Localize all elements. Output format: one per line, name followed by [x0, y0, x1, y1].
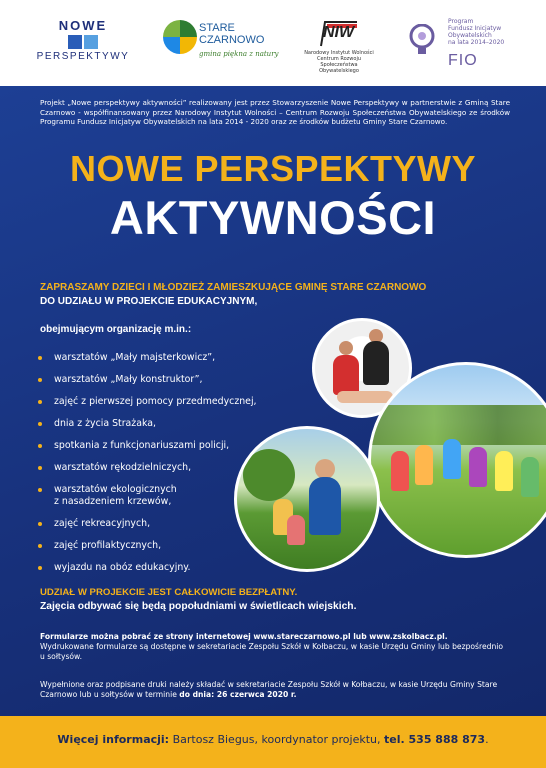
activity-item: warsztatów rękodzielniczych, [36, 462, 296, 474]
delivery-text: Wypełnione oraz podpisane druki należy składać w sekretariacie Zespołu Szkół w Kołbaczu, w kasie Urzędu Gminy Stare Czarnowo lub u sołtysów w terminie [40, 680, 498, 699]
gardening-photo [234, 426, 380, 572]
running-children-photo [368, 362, 546, 558]
logo-niw-mark: NIW [323, 24, 355, 41]
delivery-info [40, 680, 510, 700]
logo-fio-line4: na lata 2014–2020 [448, 39, 505, 46]
contact-footer [0, 716, 546, 768]
title-line1: NOWE PERSPEKTYWY [69, 148, 477, 189]
logo-fio-mark: FIO [448, 52, 478, 69]
contact-role: , koordynator projektu, [254, 733, 385, 746]
logo-nowe-line2: PERSPEKTYWY [36, 51, 130, 62]
logo-fio [408, 18, 528, 76]
title-line2: AKTYWNOŚCI [109, 191, 437, 244]
logo-fio-text [448, 18, 504, 46]
forms-text-3: . [444, 632, 448, 641]
logo-fio-line2: Fundusz Inicjatyw [448, 25, 502, 32]
contact-label: Więcej informacji: [57, 733, 170, 746]
contact-phone[interactable]: tel. 535 888 873 [384, 733, 486, 746]
activity-item: zajęć profilaktycznych, [36, 540, 296, 552]
logo-stare-text [199, 22, 264, 46]
forms-text-2: lub [350, 632, 370, 641]
activities-lead: obejmującym organizację m.in.: [40, 324, 192, 335]
delivery-deadline: do dnia: 26 czerwca 2020 r. [179, 690, 297, 699]
activity-item: zajęć z pierwszej pomocy przedmedycznej, [36, 396, 296, 408]
logo-nowe-line1: NOWE [58, 18, 108, 33]
logo-niw-caption-line: Narodowy Instytut Wolności [304, 50, 374, 56]
schedule-notice: Zajęcia odbywać się będą popołudniami w świetlicach wiejskich. [40, 601, 357, 612]
logo-stare-czarnowo [163, 18, 283, 76]
logo-header [0, 0, 546, 86]
logo-stare-tagline: gmina piękna z natury [199, 50, 279, 58]
fio-lightbulb-icon [408, 24, 436, 58]
forms-link-stareczarnowo[interactable]: www.stareczarnowo.pl [253, 632, 351, 641]
invite-line1: ZAPRASZAMY DZIECI I MŁODZIEŻ ZAMIESZKUJĄCE GMINĘ STARE CZARNOWO [40, 282, 427, 293]
activity-item: warsztatów „Mały majsterkowicz”, [36, 352, 296, 364]
stare-czarnowo-emblem-icon [163, 20, 197, 54]
nowe-mark-icon [64, 35, 102, 49]
forms-info [40, 632, 510, 662]
logo-niw [304, 18, 374, 76]
logo-niw-subcaption-line: Centrum Rozwoju Społeczeństwa Obywatelskiego [316, 56, 362, 74]
logo-nowe-perspektywy [28, 18, 138, 76]
intro-paragraph: Projekt „Nowe perspektywy aktywności” realizowany jest przez Stowarzyszenie Nowe Perspektywy w partnerstwie z Gminą Stare Czarnowo - współfinansowany przez Narodowy Instytut Wolności – Centrum Rozwoju Społeczeństwa Obywatelskiego ze środków Programu Fundusz Inicjatyw Obywatelskich na lata 2014 - 2020 oraz ze środków budżetu Gminy Stare Czarnowo. [40, 98, 510, 126]
logo-stare-line1: STARE [199, 22, 235, 34]
logo-niw-caption [304, 50, 374, 74]
free-participation-notice: UDZIAŁ W PROJEKCIE JEST CAŁKOWICIE BEZPŁATNY. [40, 587, 298, 598]
contact-line [0, 733, 546, 746]
forms-text-rest: Wydrukowane formularze są dostępne w sekretariacie Zespołu Szkół w Kołbaczu, w kasie Urzędu Gminy lub bezpośrednio u sołtysów. [40, 642, 504, 661]
logo-fio-line1: Program [448, 18, 474, 25]
activity-item: spotkania z funkcjonariuszami policji, [36, 440, 296, 452]
activity-item: warsztatów „Mały konstruktor”, [36, 374, 296, 386]
activity-item: dnia z życia Strażaka, [36, 418, 296, 430]
contact-end: . [485, 733, 489, 746]
activity-item: warsztatów ekologicznych z nasadzeniem krzewów, [36, 484, 296, 507]
main-panel [0, 86, 546, 716]
activity-item: wyjazdu na obóz edukacyjny. [36, 562, 296, 574]
forms-link-zskolbacz[interactable]: www.zskolbacz.pl [369, 632, 445, 641]
forms-text-1: Formularze można pobrać ze strony internetowej [40, 632, 254, 641]
invite-line2: DO UDZIAŁU W PROJEKCIE EDUKACYJNYM, [40, 296, 258, 307]
niw-flag-icon [317, 18, 361, 48]
logo-fio-line3: Obywatelskich [448, 32, 492, 39]
activity-item: zajęć rekreacyjnych, [36, 518, 296, 530]
logo-stare-line2: CZARNOWO [199, 34, 265, 46]
contact-name: Bartosz Biegus [172, 733, 255, 746]
